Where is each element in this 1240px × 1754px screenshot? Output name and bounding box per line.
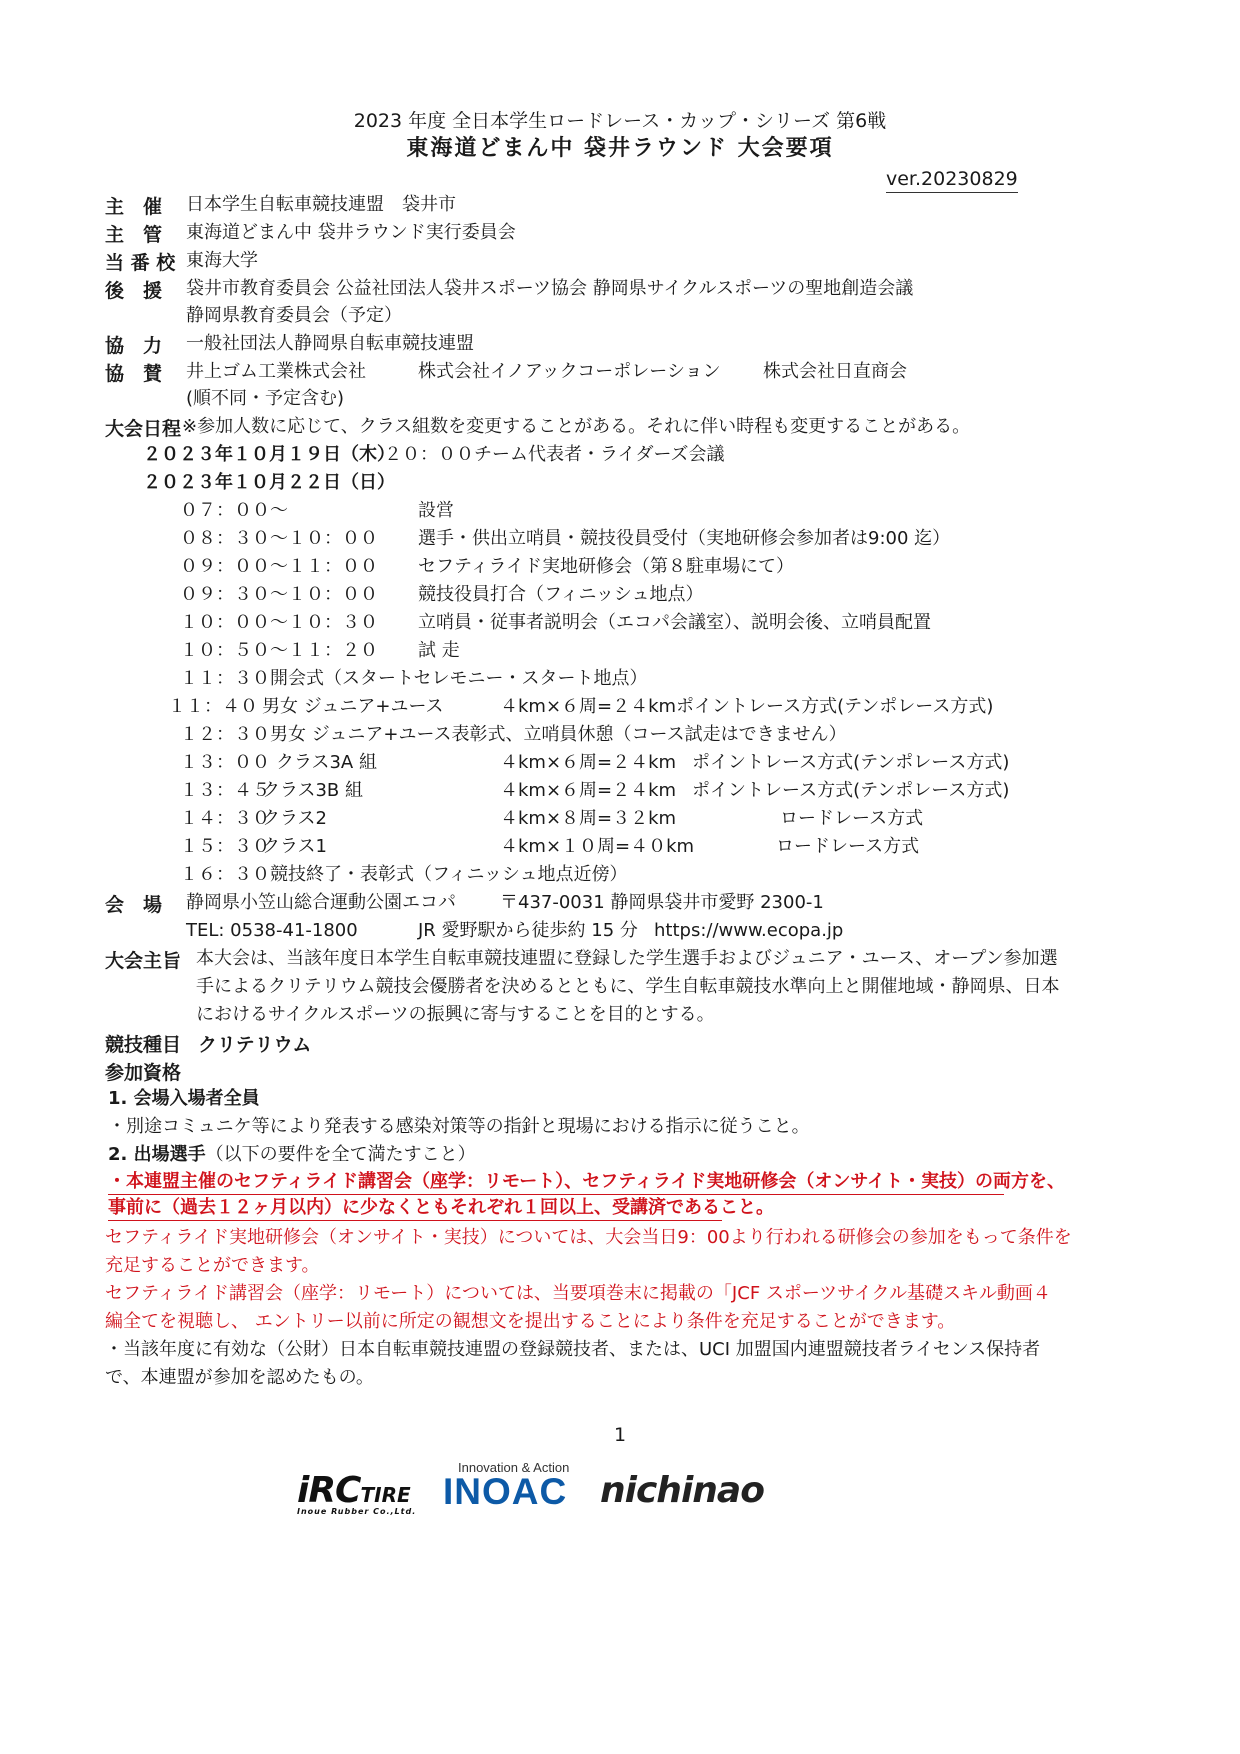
eligibility-heading-2-note: （以下の要件を全て満たすこと） [205, 1144, 476, 1165]
page-number: 1 [613, 1424, 627, 1446]
value-toban: 東海大学 [186, 250, 258, 271]
inoac-logo: INOAC [443, 1471, 568, 1512]
label-kyosan: 協 賛 [105, 363, 163, 385]
opening-ceremony: １１：３０開会式（スタートセレモニー・スタート地点） [180, 668, 648, 689]
value-koen-2: 静岡県教育委員会（予定） [186, 305, 402, 326]
race-class: 男女 ジュニア+ユース [262, 696, 444, 717]
race-distance: ４km×８周=３２km [500, 808, 677, 829]
eligibility-text: ・別途コミュニケ等により発表する感染対策等の指針と現場における指示に従うこと。 [108, 1116, 810, 1137]
schedule-time: １０：００～１０：３０ [180, 612, 378, 633]
sponsor-3: 株式会社日直商会 [763, 361, 907, 382]
label-venue: 会 場 [105, 894, 163, 916]
eligibility-heading-2-title: 2. 出場選手 [108, 1144, 206, 1165]
schedule-time: ０７：００～ [180, 500, 288, 521]
label-purpose: 大会主旨 [105, 950, 182, 972]
race-format: ポイントレース方式(テンポレース方式) [676, 696, 994, 717]
sponsor-1: 井上ゴム工業株式会社 [186, 361, 366, 382]
race-format: ロードレース方式 [776, 836, 920, 857]
event-type-value: クリテリウム [198, 1034, 312, 1056]
value-shusai: 日本学生自転車競技連盟 袋井市 [186, 194, 456, 215]
race-class: クラス3B 組 [262, 780, 363, 801]
schedule-event: 選手・供出立哨員・競技役員受付（実地研修会参加者は9:00 迄） [418, 528, 951, 549]
requirement-text: セフティライド講習会（座学：リモート）については、当要項巻末に掲載の「JCF スポーツサイクル基礎スキル動画４ [105, 1283, 1051, 1304]
label-kyoryoku: 協 力 [105, 335, 163, 357]
race-class: クラス3A 組 [276, 752, 377, 773]
race-time: １３：００ [180, 752, 270, 773]
schedule-event: 立哨員・従事者説明会（エコパ会議室）、説明会後、立哨員配置 [418, 612, 931, 633]
sponsor-2: 株式会社イノアックコーポレーション [418, 361, 721, 382]
venue-name: 静岡県小笠山総合運動公園エコパ [186, 892, 456, 913]
schedule-time: １０：５０～１１：２０ [180, 640, 378, 661]
schedule-time: ０９：３０～１０：００ [180, 584, 378, 605]
value-kyoryoku: 一般社団法人静岡県自転車競技連盟 [186, 333, 474, 354]
closing-ceremony: １６：３０競技終了・表彰式（フィニッシュ地点近傍） [180, 864, 628, 885]
label-eligibility: 参加資格 [105, 1062, 182, 1084]
purpose-line: におけるサイクルスポーツの振興に寄与することを目的とする。 [196, 1004, 715, 1025]
race-format: ロードレース方式 [780, 808, 924, 829]
day1-event: チーム代表者・ライダーズ会議 [474, 444, 725, 465]
day2-date: ２０２３年１０月２２日（日） [143, 472, 395, 493]
value-shukan: 東海道どまん中 袋井ラウンド実行委員会 [186, 222, 516, 243]
label-shukan: 主 管 [105, 224, 163, 246]
schedule-event: セフティライド実地研修会（第８駐車場にて） [418, 556, 795, 577]
label-koen: 後 援 [105, 280, 163, 302]
irc-logo-tire: TIRE [360, 1483, 411, 1507]
schedule-time: ０８：３０～１０：００ [180, 528, 378, 549]
requirement-text: 編全てを視聴し、 エントリー以前に所定の観想文を提出することにより条件を充足することができます。 [105, 1311, 956, 1332]
nichinao-logo: nichinao [600, 1470, 764, 1511]
junior-award: １２：３０男女 ジュニア+ユース表彰式、立哨員休憩（コース試走はできません） [180, 724, 847, 745]
schedule-time: ０９：００～１１：００ [180, 556, 378, 577]
eligibility-text: で、本連盟が参加を認めたもの。 [105, 1367, 374, 1388]
subtitle: 2023 年度 全日本学生ロードレース・カップ・シリーズ 第6戦 [353, 110, 887, 132]
race-format: ポイントレース方式(テンポレース方式) [692, 752, 1010, 773]
schedule-event: 競技役員打合（フィニッシュ地点） [418, 584, 704, 605]
irc-logo [297, 1470, 416, 1516]
venue-access: JR 愛野駅から徒歩約 15 分 [418, 920, 638, 941]
schedule-note: ※参加人数に応じて、クラス組数を変更することがある。それに伴い時程も変更することがある。 [182, 416, 971, 437]
sponsor-note: (順不同・予定含む) [186, 388, 345, 409]
race-time: １１：４０ [168, 696, 258, 717]
venue-url[interactable]: https://www.ecopa.jp [654, 920, 844, 941]
day1-time: ２０：００ [384, 444, 474, 465]
label-shusai: 主 催 [105, 196, 163, 218]
irc-logo-sub: Inoue Rubber Co.,Ltd. [297, 1507, 417, 1516]
eligibility-text: ・当該年度に有効な（公財）日本自転車競技連盟の登録競技者、または、UCI 加盟国内連盟競技者ライセンス保持者 [105, 1339, 1041, 1360]
venue-tel: TEL: 0538-41-1800 [186, 920, 358, 941]
requirement-bold-line-1: ・本連盟主催のセフティライド講習会（座学：リモート）、セフティライド実地研修会（オンサイト・実技）の両方を、 [108, 1170, 1004, 1195]
value-koen: 袋井市教育委員会 公益社団法人袋井スポーツ協会 静岡県サイクルスポーツの聖地創造会議 [186, 278, 914, 299]
race-distance: ４km×６周=２４km [500, 752, 677, 773]
race-time: １５：３０ [180, 836, 270, 857]
irc-logo-text: iRC [297, 1470, 361, 1511]
schedule-event: 試 走 [418, 640, 460, 661]
race-class: クラス1 [262, 836, 327, 857]
race-format: ポイントレース方式(テンポレース方式) [692, 780, 1010, 801]
page-title: 東海道どまん中 袋井ラウンド 大会要項 [406, 136, 834, 161]
label-toban: 当 番 校 [105, 252, 176, 274]
race-distance: ４km×１０周=４０km [500, 836, 695, 857]
label-schedule: 大会日程 [105, 418, 182, 440]
eligibility-heading-2 [108, 1142, 476, 1168]
schedule-event: 設営 [418, 500, 454, 521]
requirement-bold-line-2: 事前に（過去１２ヶ月以内）に少なくともそれぞれ１回以上、受講済であること。 [108, 1196, 722, 1221]
venue-address: 〒437-0031 静岡県袋井市愛野 2300-1 [500, 892, 824, 913]
purpose-line: 手によるクリテリウム競技会優勝者を決めるとともに、学生自転車競技水準向上と開催地域・静岡県、日本 [196, 976, 1060, 997]
race-time: １３：４５ [180, 780, 270, 801]
requirement-text: セフティライド実地研修会（オンサイト・実技）については、大会当日9：00より行われる研修会の参加をもって条件を [105, 1227, 1072, 1248]
version-label: ver.20230829 [886, 166, 1018, 193]
race-distance: ４km×６周=２４km [500, 696, 677, 717]
race-time: １４：３０ [180, 808, 270, 829]
race-distance: ４km×６周=２４km [500, 780, 677, 801]
purpose-line: 本大会は、当該年度日本学生自転車競技連盟に登録した学生選手およびジュニア・ユース、オープン参加選 [196, 948, 1058, 969]
label-event-type: 競技種目 [105, 1034, 182, 1056]
eligibility-heading-1: 1. 会場入場者全員 [108, 1088, 260, 1109]
day1-date: ２０２３年１０月１９日（木） [143, 444, 395, 465]
race-class: クラス2 [262, 808, 327, 829]
requirement-text: 充足することができます。 [105, 1255, 320, 1276]
footer-tagline: Innovation & Action [458, 1460, 570, 1475]
